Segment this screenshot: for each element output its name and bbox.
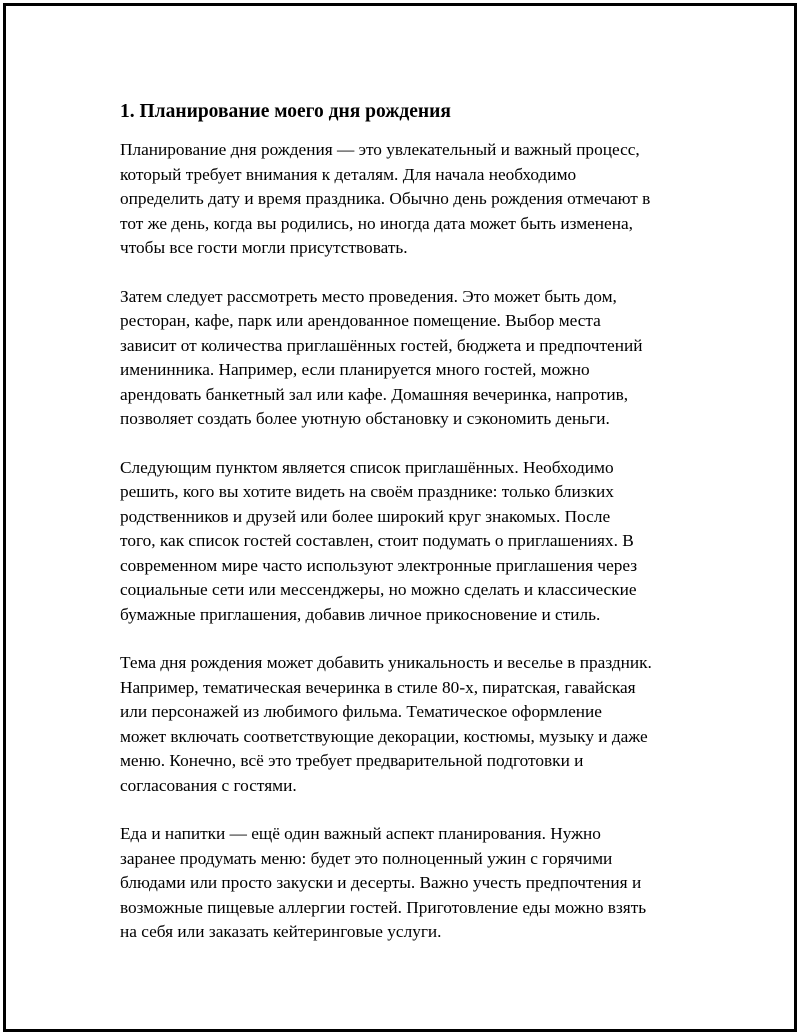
paragraph-line: меню. Конечно, всё это требует предварительной подготовки и [120, 751, 584, 770]
page-frame [3, 3, 797, 1032]
paragraph-line: может включать соответствующие декорации, костюмы, музыку и даже [120, 726, 648, 746]
paragraph [120, 651, 700, 798]
paragraph-line: решить, кого вы хотите видеть на своём празднике: только близких [120, 482, 614, 501]
paragraph-line: социальные сети или мессенджеры, но можно сделать и классические [120, 580, 637, 599]
document-body [120, 100, 700, 969]
paragraph-line: который требует внимания к деталям. Для начала необходимо [120, 164, 577, 184]
paragraph-line: именинника. Например, если планируется много гостей, можно [120, 360, 590, 379]
paragraph-list [120, 138, 700, 945]
paragraph-line: блюдами или просто закуски и десерты. Важно учесть предпочтения и [120, 873, 642, 892]
paragraph [120, 456, 700, 628]
paragraph-line: согласования с гостями. [120, 775, 297, 795]
paragraph-line: Планирование дня рождения — это увлекательный и важный процесс, [120, 140, 640, 159]
paragraph [120, 138, 700, 261]
paragraph-line: зависит от количества приглашённых гостей, бюджета и предпочтений [120, 335, 643, 355]
paragraph-line: или персонажей из любимого фильма. Тематическое оформление [120, 702, 602, 721]
paragraph-line: чтобы все гости могли присутствовать. [120, 238, 408, 257]
paragraph-line: заранее продумать меню: будет это полноценный ужин с горячими [120, 848, 613, 868]
paragraph-line: современном мире часто используют электронные приглашения через [120, 555, 638, 575]
paragraph-line: возможные пищевые аллергии гостей. Приготовление еды можно взять [120, 897, 647, 917]
paragraph-line: Следующим пунктом является список приглашённых. Необходимо [120, 457, 614, 477]
paragraph-line: тот же день, когда вы родились, но иногда дата может быть изменена, [120, 213, 633, 233]
paragraph-line: ресторан, кафе, парк или арендованное помещение. Выбор места [120, 311, 601, 330]
paragraph-line: определить дату и время праздника. Обычно день рождения отмечают в [120, 189, 651, 208]
section-heading: 1. Планирование моего дня рождения [120, 101, 451, 122]
paragraph [120, 822, 700, 945]
paragraph [120, 285, 700, 432]
paragraph-line: Затем следует рассмотреть место проведения. Это может быть дом, [120, 286, 617, 306]
paragraph-line: бумажные приглашения, добавив личное прикосновение и стиль. [120, 604, 601, 624]
paragraph-line: Например, тематическая вечеринка в стиле 80-х, пиратская, гавайская [120, 677, 636, 697]
paragraph-line: на себя или заказать кейтеринговые услуги. [120, 922, 442, 941]
paragraph-line: Тема дня рождения может добавить уникальность и веселье в праздник. [120, 653, 652, 672]
paragraph-line: родственников и друзей или более широкий круг знакомых. После [120, 506, 611, 526]
paragraph-line: арендовать банкетный зал или кафе. Домашняя вечеринка, напротив, [120, 384, 629, 404]
paragraph-line: Еда и напитки — ещё один важный аспект планирования. Нужно [120, 824, 601, 843]
paragraph-line: позволяет создать более уютную обстановку и сэкономить деньги. [120, 409, 610, 428]
paragraph-line: того, как список гостей составлен, стоит подумать о приглашениях. В [120, 531, 634, 550]
